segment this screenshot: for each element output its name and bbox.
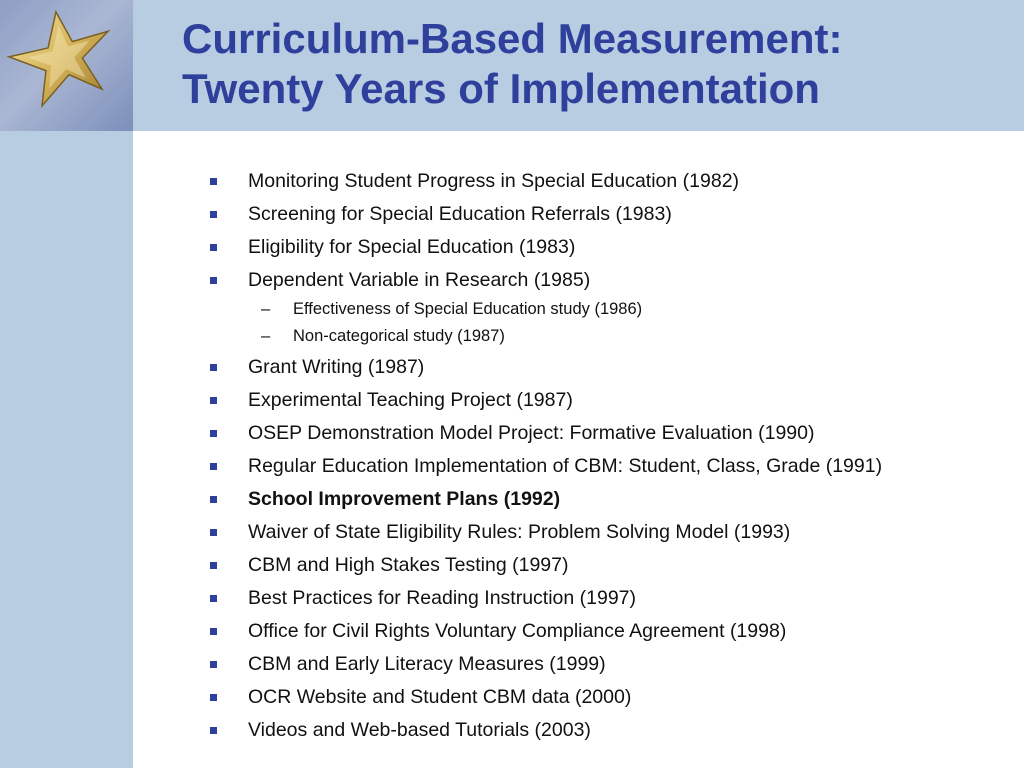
list-item [210, 168, 950, 194]
bullet-icon [210, 277, 217, 284]
list-item-text: Dependent Variable in Research (1985) [248, 269, 591, 291]
list-item-text: Monitoring Student Progress in Special Education (1982) [248, 170, 740, 192]
list-item-text: School Improvement Plans (1992) [248, 488, 561, 510]
list-item [210, 651, 950, 677]
list-item-text: Office for Civil Rights Voluntary Compliance Agreement (1998) [248, 620, 787, 642]
list-item [210, 420, 950, 446]
list-item-text: Experimental Teaching Project (1987) [248, 389, 573, 411]
title-line-2: Twenty Years of Implementation [182, 65, 820, 112]
bullet-icon [210, 727, 217, 734]
bullet-icon [210, 529, 217, 536]
bullet-list [210, 168, 950, 750]
list-item-text: Non-categorical study (1987) [293, 327, 505, 345]
bullet-icon [210, 463, 217, 470]
list-item-text: CBM and High Stakes Testing (1997) [248, 554, 569, 576]
bullet-icon [210, 496, 217, 503]
bullet-icon [210, 562, 217, 569]
list-item-text: Screening for Special Education Referrals (1983) [248, 203, 672, 225]
list-item [210, 354, 950, 380]
list-item-text: Videos and Web-based Tutorials (2003) [248, 719, 591, 741]
list-item-text: Waiver of State Eligibility Rules: Problem Solving Model (1993) [248, 521, 791, 543]
list-item-text: Regular Education Implementation of CBM: Student, Class, Grade (1991) [248, 455, 883, 477]
bullet-icon [210, 694, 217, 701]
bullet-icon [210, 430, 217, 437]
list-item [210, 201, 950, 227]
list-item-text: OCR Website and Student CBM data (2000) [248, 686, 632, 708]
list-item [210, 684, 950, 710]
title-line-1: Curriculum-Based Measurement: [182, 15, 843, 62]
bullet-icon [210, 628, 217, 635]
page-title [182, 14, 1002, 114]
star-icon [0, 0, 133, 131]
list-item-text: Eligibility for Special Education (1983) [248, 236, 576, 258]
list-item-text: Best Practices for Reading Instruction (1997) [248, 587, 637, 609]
list-item-text: Grant Writing (1987) [248, 356, 425, 378]
list-item [210, 585, 950, 611]
bullet-icon [210, 595, 217, 602]
dash-marker: – [261, 327, 271, 345]
list-item [210, 387, 950, 413]
list-item-text: OSEP Demonstration Model Project: Formative Evaluation (1990) [248, 422, 815, 444]
list-item [210, 552, 950, 578]
list-item [210, 618, 950, 644]
bullet-icon [210, 397, 217, 404]
list-item [210, 453, 950, 479]
list-item-text: Effectiveness of Special Education study (1986) [293, 300, 643, 318]
sub-list-item [210, 298, 950, 320]
sub-list-item [210, 325, 950, 347]
bullet-icon [210, 244, 217, 251]
dash-marker: – [261, 300, 271, 318]
logo [0, 0, 133, 131]
list-item-text: CBM and Early Literacy Measures (1999) [248, 653, 606, 675]
list-item [210, 519, 950, 545]
list-item [210, 717, 950, 743]
list-item [210, 267, 950, 293]
list-item [210, 486, 950, 512]
bullet-icon [210, 211, 217, 218]
bullet-icon [210, 661, 217, 668]
bullet-icon [210, 178, 217, 185]
list-item [210, 234, 950, 260]
bullet-icon [210, 364, 217, 371]
